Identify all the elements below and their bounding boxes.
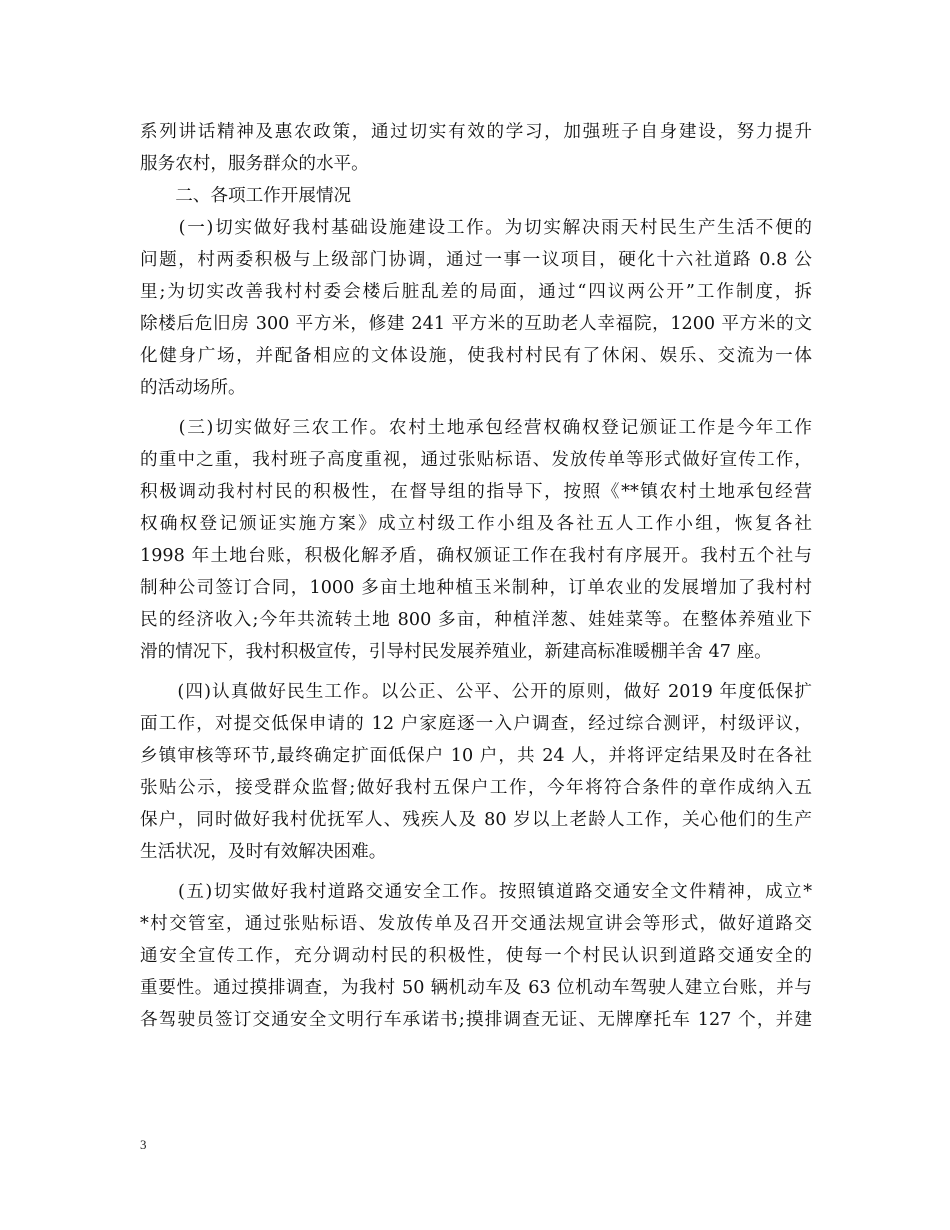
text-line: 系列讲话精神及惠农政策，通过切实有效的学习，加强班子自身建设，努力提升 <box>140 122 812 142</box>
text-line: (五)切实做好我村道路交通安全工作。按照镇道路交通安全文件精神，成立* <box>140 882 812 902</box>
text-line: 张贴公示，接受群众监督;做好我村五保户工作，今年将符合条件的章作成纳入五 <box>140 778 812 798</box>
text-line: 权确权登记颁证实施方案》成立村级工作小组及各社五人工作小组，恢复各社 <box>140 514 812 534</box>
text-line: 里;为切实改善我村村委会楼后脏乱差的局面，通过“四议两公开”工作制度，拆 <box>140 282 812 302</box>
text-line: 面工作，对提交低保申请的 12 户家庭逐一入户调查，经过综合测评，村级评议， <box>140 714 812 734</box>
paragraph-p4 <box>140 676 812 868</box>
paragraph-p1 <box>140 212 812 404</box>
text-line: 生活状况，及时有效解决困难。 <box>140 842 387 862</box>
page-number: 3 <box>140 1137 147 1152</box>
text-line: 通安全宣传工作，充分调动村民的积极性，使每一个村民认识到道路交通安全的 <box>140 946 812 966</box>
text-line: 滑的情况下，我村积极宣传，引导村民发展养殖业，新建高标准暖棚羊舍 47 座。 <box>140 642 772 662</box>
text-line: 除楼后危旧房 300 平方米，修建 241 平方米的互助老人幸福院，1200 平方米的文 <box>140 314 812 334</box>
text-line: 保户，同时做好我村优抚军人、残疾人及 80 岁以上老龄人工作，关心他们的生产 <box>140 810 812 830</box>
text-line: (四)认真做好民生工作。以公正、公平、公开的原则，做好 2019 年度低保扩 <box>140 682 812 702</box>
paragraph-p5 <box>140 876 812 1036</box>
text-line: 民的经济收入;今年共流转土地 800 多亩，种植洋葱、娃娃菜等。在整体养殖业下 <box>140 610 812 630</box>
text-line: 服务农村，服务群众的水平。 <box>140 154 369 174</box>
text-line: 的活动场所。 <box>140 378 246 398</box>
text-line: 各驾驶员签订交通安全文明行车承诺书;摸排调查无证、无牌摩托车 127 个，并建 <box>140 1010 812 1030</box>
text-line: 制种公司签订合同，1000 多亩土地种植玉米制种，订单农业的发展增加了我村村 <box>140 578 812 598</box>
text-line: 1998 年土地台账，积极化解矛盾，确权颁证工作在我村有序展开。我村五个社与 <box>140 546 812 566</box>
text-line: 化健身广场，并配备相应的文体设施，使我村村民有了休闲、娱乐、交流为一体 <box>140 346 812 366</box>
text-line: 问题，村两委积极与上级部门协调，通过一事一议项目，硬化十六社道路 0.8 公 <box>140 250 812 270</box>
text-line: 重要性。通过摸排调查，为我村 50 辆机动车及 63 位机动车驾驶人建立台账，并与 <box>140 978 812 998</box>
document-body <box>140 116 812 1036</box>
text-line: *村交管室，通过张贴标语、发放传单及召开交通法规宣讲会等形式，做好道路交 <box>140 914 812 934</box>
text-line: (一)切实做好我村基础设施建设工作。为切实解决雨天村民生产生活不便的 <box>140 218 812 238</box>
paragraph-p3 <box>140 412 812 668</box>
heading-line: 二、各项工作开展情况 <box>140 186 352 206</box>
text-line: 的重中之重，我村班子高度重视，通过张贴标语、发放传单等形式做好宣传工作， <box>140 450 812 470</box>
text-line: 乡镇审核等环节,最终确定扩面低保户 10 户，共 24 人，并将评定结果及时在各社 <box>140 746 812 766</box>
paragraph-p0 <box>140 116 812 180</box>
text-line: 积极调动我村村民的积极性，在督导组的指导下，按照《**镇农村土地承包经营 <box>140 482 812 502</box>
text-line: (三)切实做好三农工作。农村土地承包经营权确权登记颁证工作是今年工作 <box>140 418 812 438</box>
section-heading <box>140 180 812 212</box>
